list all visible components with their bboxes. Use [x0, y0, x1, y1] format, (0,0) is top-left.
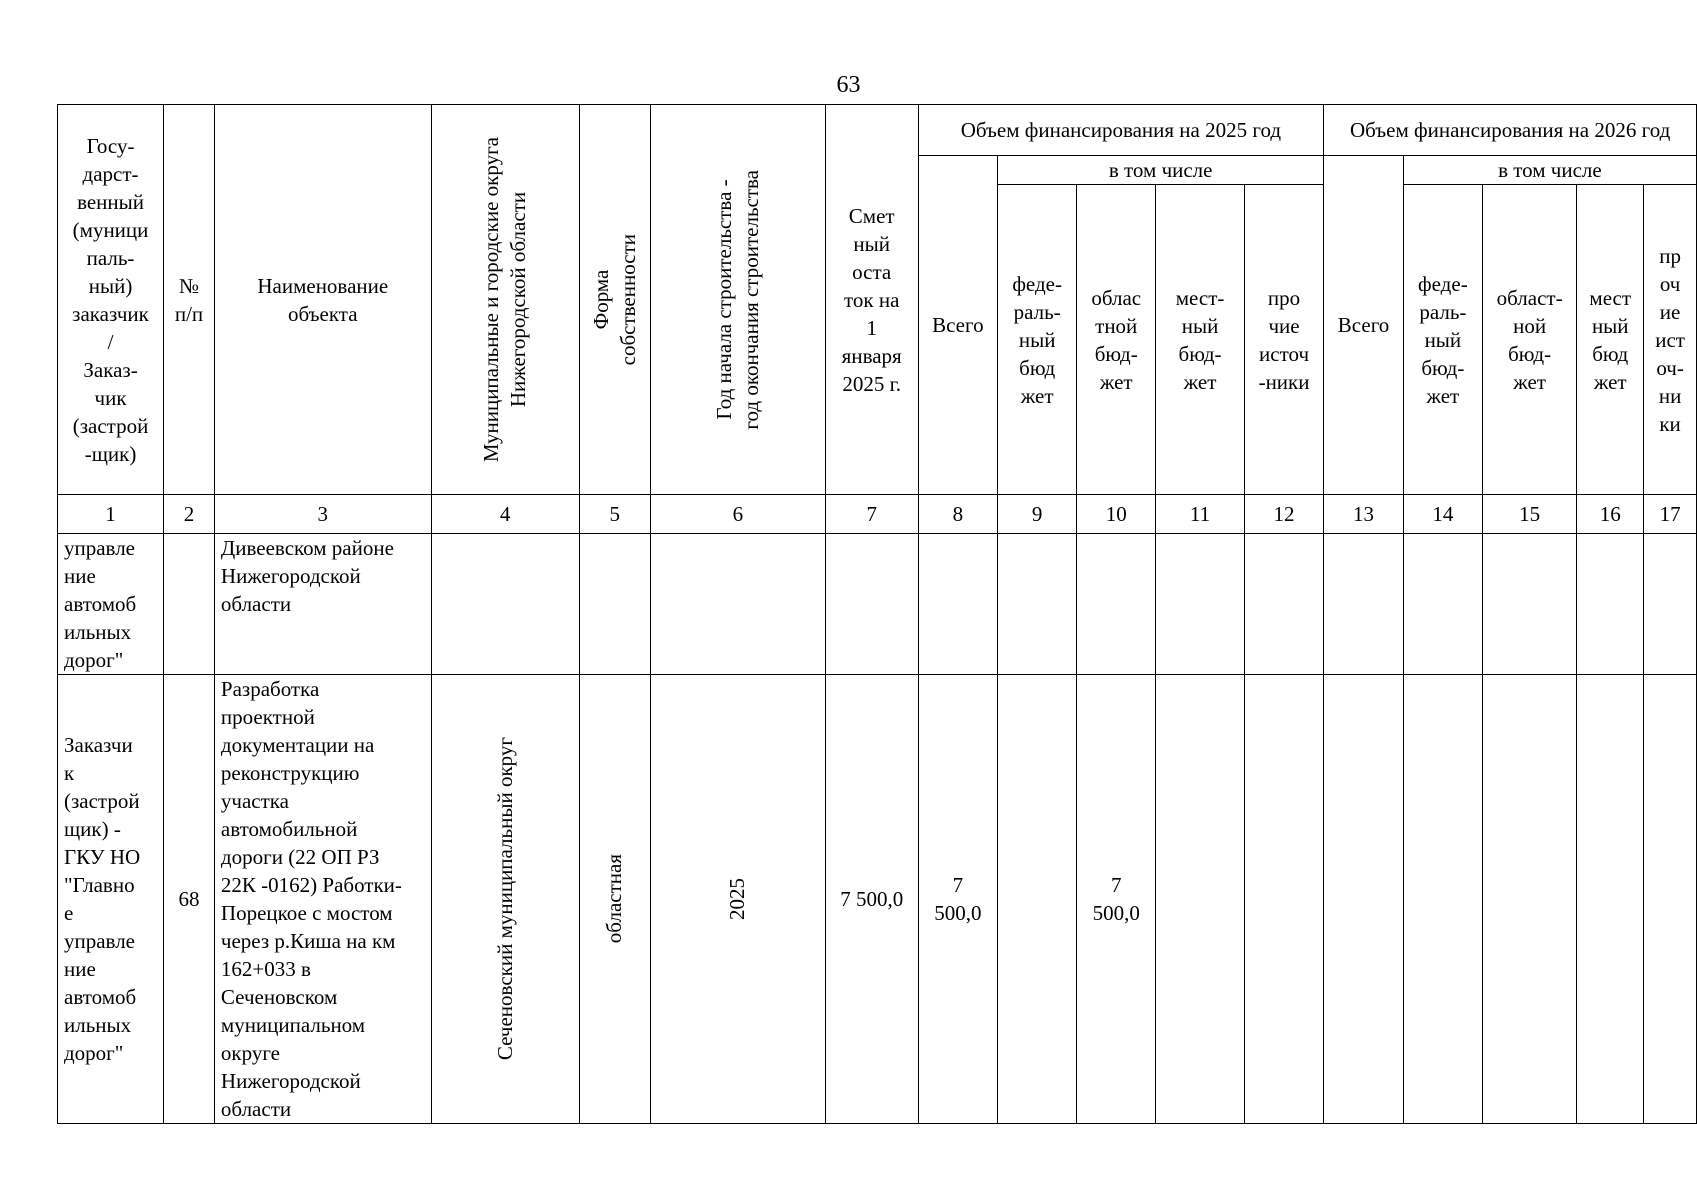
cell-regional-2026 — [1482, 675, 1576, 1124]
cell-ownership — [579, 534, 650, 675]
header-district: Муниципальные и городские округа Нижегородской области — [431, 105, 579, 495]
cell-customer: Заказчи к (застрой щик) - ГКУ НО "Главно е управле ние автомоб ильных дорог" — [58, 675, 164, 1124]
col-number: 15 — [1482, 495, 1576, 534]
col-number: 9 — [998, 495, 1077, 534]
col-number: 7 — [825, 495, 918, 534]
cell-other-2025 — [1244, 534, 1323, 675]
cell-federal-2026 — [1403, 675, 1482, 1124]
cell-local-2026 — [1577, 534, 1644, 675]
table-row — [58, 534, 1697, 675]
col-number: 12 — [1244, 495, 1323, 534]
header-regional-2025: облас тной бюд- жет — [1077, 185, 1156, 495]
col-number: 13 — [1324, 495, 1404, 534]
header-customer: Госу- дарст- венный (муници паль- ный) заказчик / Заказ- чик (застрой -щик) — [58, 105, 164, 495]
cell-years — [650, 534, 825, 675]
cell-federal-2025 — [998, 675, 1077, 1124]
cell-balance — [825, 534, 918, 675]
cell-object-name: Дивеевском районе Нижегородской области — [214, 534, 431, 675]
cell-total-2025: 7 500,0 — [918, 675, 998, 1124]
cell-years: 2025 — [650, 675, 825, 1124]
cell-number: 68 — [164, 675, 215, 1124]
col-number: 8 — [918, 495, 998, 534]
header-estimated-balance: Смет ный оста ток на 1 января 2025 г. — [825, 105, 918, 495]
header-number: № п/п — [164, 105, 215, 495]
col-number: 16 — [1577, 495, 1644, 534]
page-number: 63 — [836, 72, 861, 98]
header-federal-2026: феде- раль- ный бюд- жет — [1403, 185, 1482, 495]
table-row — [58, 675, 1697, 1124]
cell-other-2026 — [1644, 534, 1697, 675]
cell-total-2025 — [918, 534, 998, 675]
cell-customer: управле ние автомоб ильных дорог" — [58, 534, 164, 675]
cell-local-2026 — [1577, 675, 1644, 1124]
cell-district: Сеченовский муниципальный округ — [431, 675, 579, 1124]
financing-table — [57, 104, 1697, 1124]
col-number: 10 — [1077, 495, 1156, 534]
col-number: 3 — [214, 495, 431, 534]
col-number: 4 — [431, 495, 579, 534]
header-total-2026: Всего — [1324, 156, 1404, 495]
cell-local-2025 — [1156, 675, 1245, 1124]
header-local-2026: мест ный бюд жет — [1577, 185, 1644, 495]
col-number: 2 — [164, 495, 215, 534]
column-numbers-row — [58, 495, 1697, 534]
header-years: Год начала строительства - год окончания строительства — [650, 105, 825, 495]
header-including-2025: в том числе — [998, 156, 1324, 185]
cell-other-2026 — [1644, 675, 1697, 1124]
header-including-2026: в том числе — [1403, 156, 1696, 185]
cell-number — [164, 534, 215, 675]
header-object-name: Наименование объекта — [214, 105, 431, 495]
header-other-2025: про чие источ -ники — [1244, 185, 1323, 495]
cell-balance: 7 500,0 — [825, 675, 918, 1124]
cell-federal-2026 — [1403, 534, 1482, 675]
cell-total-2026 — [1324, 534, 1404, 675]
header-row-groups — [58, 105, 1697, 156]
header-group-2025: Объем финансирования на 2025 год — [918, 105, 1324, 156]
header-total-2025: Всего — [918, 156, 998, 495]
header-regional-2026: област- ной бюд- жет — [1482, 185, 1576, 495]
col-number: 5 — [579, 495, 650, 534]
cell-federal-2025 — [998, 534, 1077, 675]
header-ownership: Форма собственности — [579, 105, 650, 495]
col-number: 1 — [58, 495, 164, 534]
cell-local-2025 — [1156, 534, 1245, 675]
header-other-2026: пр оч ие ист оч- ни ки — [1644, 185, 1697, 495]
header-federal-2025: феде- раль- ный бюд жет — [998, 185, 1077, 495]
header-local-2025: мест- ный бюд- жет — [1156, 185, 1245, 495]
header-group-2026: Объем финансирования на 2026 год — [1324, 105, 1697, 156]
cell-other-2025 — [1244, 675, 1323, 1124]
col-number: 6 — [650, 495, 825, 534]
cell-regional-2025 — [1077, 534, 1156, 675]
col-number: 17 — [1644, 495, 1697, 534]
cell-ownership: областная — [579, 675, 650, 1124]
cell-total-2026 — [1324, 675, 1404, 1124]
cell-regional-2026 — [1482, 534, 1576, 675]
cell-regional-2025: 7 500,0 — [1077, 675, 1156, 1124]
cell-object-name: Разработка проектной документации на реконструкцию участка автомобильной дороги (22 ОП РЗ 22К -0162) Работки- Порецкое с мостом через р.Киша на км 162+033 в Сеченовском муниципальном округе Нижегородской области — [214, 675, 431, 1124]
col-number: 14 — [1403, 495, 1482, 534]
col-number: 11 — [1156, 495, 1245, 534]
cell-district — [431, 534, 579, 675]
